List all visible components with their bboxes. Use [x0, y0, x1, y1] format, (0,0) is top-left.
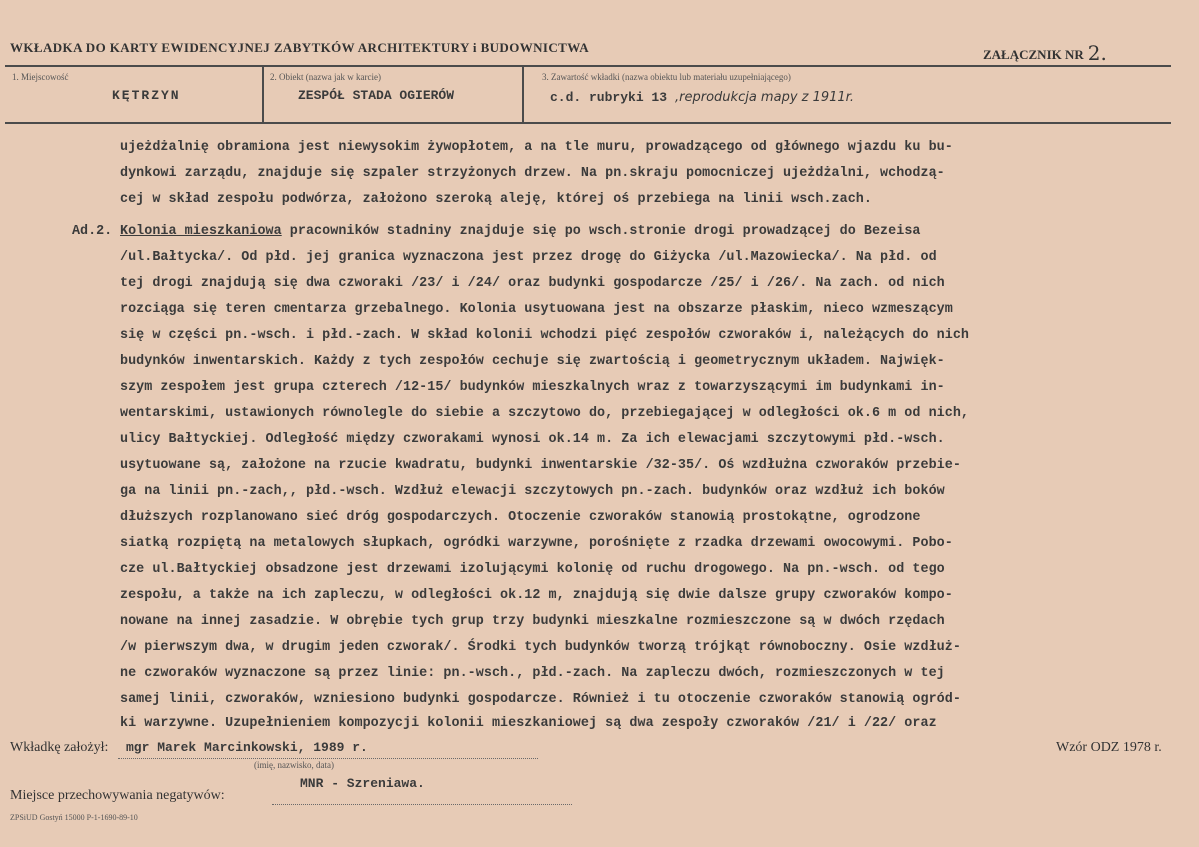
form-model: Wzór ODZ 1978 r. — [1056, 740, 1162, 755]
body-line: dłuższych rozplanowano sieć dróg gospodarczych. Otoczenie czworaków stanowią prostokątne, ogrodzone — [120, 510, 921, 525]
attachment-number — [983, 40, 1107, 64]
body-line: /ul.Bałtycka/. Od płd. jej granica wyznaczona jest przez drogę do Giżycka /ul.Mazowiecka/. Na płd. od — [120, 250, 937, 265]
author-value: mgr Marek Marcinkowski, 1989 r. — [126, 740, 368, 755]
contents-handwritten-note: ,reprodukcja mapy z 1911r. — [675, 90, 854, 105]
body-line: usytuowane są, założone na rzucie kwadratu, budynki inwentarskie /32-35/. Oś wzdłużna czworaków przebie- — [120, 458, 961, 473]
object-value: ZESPÓŁ STADA OGIERÓW — [298, 88, 455, 103]
printer-imprint: ZPSiUD Gostyń 15000 P-1-1690-89-10 — [10, 813, 138, 822]
body-line: ga na linii pn.-zach,, płd.-wsch. Wzdłuż elewacji szczytowych pn.-zach. budynków oraz wzdłuż ich boków — [120, 484, 945, 499]
header-rule-bottom — [5, 122, 1171, 124]
body-line: się w części pn.-wsch. i płd.-zach. W skład kolonii wchodzi pięć zespołów czworaków i, należących do nich — [120, 328, 969, 343]
locality-label: 1. Miejscowość — [12, 72, 69, 82]
section-heading-kolonia: Kolonia mieszkaniowa — [120, 224, 282, 239]
body-line: wentarskimi, ustawionych równolegle do siebie a szczytowo do, przebiegającej w odległości ok.6 m od nich, — [120, 406, 969, 421]
author-hint: (imię, nazwisko, data) — [254, 760, 334, 770]
body-line: nowane na innej zasadzie. W obrębie tych grup trzy budynki mieszkalne rozmieszczone są w dwóch rzędach — [120, 614, 945, 629]
body-line: ne czworaków wyznaczone są przez linie: pn.-wsch., płd.-zach. Na zapleczu dwóch, rozmieszczonych w tej — [120, 666, 945, 681]
contents-value-row — [550, 88, 854, 106]
header-rule-top — [5, 65, 1171, 67]
ad2-first-line — [120, 224, 921, 239]
body-line: ujeżdżalnię obramiona jest niewysokim żywopłotem, a na tle muru, prowadzącego od głównego wjazdu ku bu- — [120, 140, 953, 155]
body-line: budynków inwentarskich. Każdy z tych zespołów cechuje się zwartością i geometrycznym układem. Najwięk- — [120, 354, 945, 369]
body-line: rozciąga się teren cmentarza grzebalnego. Kolonia usytuowana jest na obszarze płaskim, nieco wzmeszącym — [120, 302, 953, 317]
author-label: Wkładkę założył: — [10, 740, 109, 755]
body-line: samej linii, czworaków, wzniesiono budynki gospodarcze. Również i tu otoczenie czworaków stanowią ogród- — [120, 692, 961, 707]
locality-value: KĘTRZYN — [112, 88, 181, 103]
body-line: szym zespołem jest grupa czterech /12-15/ budynków mieszkalnych wraz z towarzyszącymi im budynkami in- — [120, 380, 945, 395]
body-line: zespołu, a także na ich zapleczu, w odległości ok.12 m, znajdują się dwie dalsze grupy czworaków kompo- — [120, 588, 953, 603]
body-line: dynkowi zarządu, znajduje się szpaler strzyżonych drzew. Na pn.skraju pomocniczej ujeżdżalni, wchodzą- — [120, 166, 945, 181]
storage-value: MNR - Szreniawa. — [300, 776, 425, 791]
ad2-first-line-text: pracowników stadniny znajduje się po wsch.stronie drogi prowadzącej do Bezeisa — [281, 224, 921, 239]
storage-dotted-line — [272, 804, 572, 805]
body-line: tej drogi znajdują się dwa czworaki /23/ i /24/ oraz budynki gospodarcze /25/ i /26/. Na zach. od nich — [120, 276, 945, 291]
contents-label: 3. Zawartość wkładki (nazwa obiektu lub materiału uzupełniającego) — [542, 72, 791, 82]
storage-label: Miejsce przechowywania negatywów: — [10, 788, 225, 803]
form-title: WKŁADKA DO KARTY EWIDENCYJNEJ ZABYTKÓW ARCHITEKTURY i BUDOWNICTWA — [10, 40, 589, 55]
section-label-ad2: Ad.2. — [72, 224, 113, 239]
field-divider-1 — [262, 66, 264, 122]
attachment-number-value: 2. — [1087, 41, 1107, 65]
body-line: /w pierwszym dwa, w drugim jeden czworak/. Środki tych budynków tworzą trójkąt równoboczny. Osie wzdłuż- — [120, 640, 961, 655]
body-line: cze ul.Bałtyckiej obsadzone jest drzewami izolującymi kolonię od ruchu drogowego. Na pn.-wsch. od tego — [120, 562, 945, 577]
body-line: cej w skład zespołu podwórza, założono szeroką aleję, której oś przebiega na linii wsch.zach. — [120, 192, 872, 207]
author-dotted-line — [118, 758, 538, 759]
body-line: ki warzywne. Uzupełnieniem kompozycji kolonii mieszkaniowej są dwa zespoły czworaków /21/ i /22/ oraz — [120, 716, 937, 731]
body-line: ulicy Bałtyckiej. Odległość między czworakami wynosi ok.14 m. Za ich elewacjami szczytowymi płd.-wsch. — [120, 432, 945, 447]
field-divider-2 — [522, 66, 524, 122]
object-label: 2. Obiekt (nazwa jak w karcie) — [270, 72, 381, 82]
body-line: siatką rozpiętą na metalowych słupkach, ogródki warzywne, porośnięte z rzadka drzewami owocowymi. Pobo- — [120, 536, 953, 551]
contents-value: c.d. rubryki 13 — [550, 90, 668, 105]
attachment-label: ZAŁĄCZNIK NR — [983, 47, 1084, 62]
